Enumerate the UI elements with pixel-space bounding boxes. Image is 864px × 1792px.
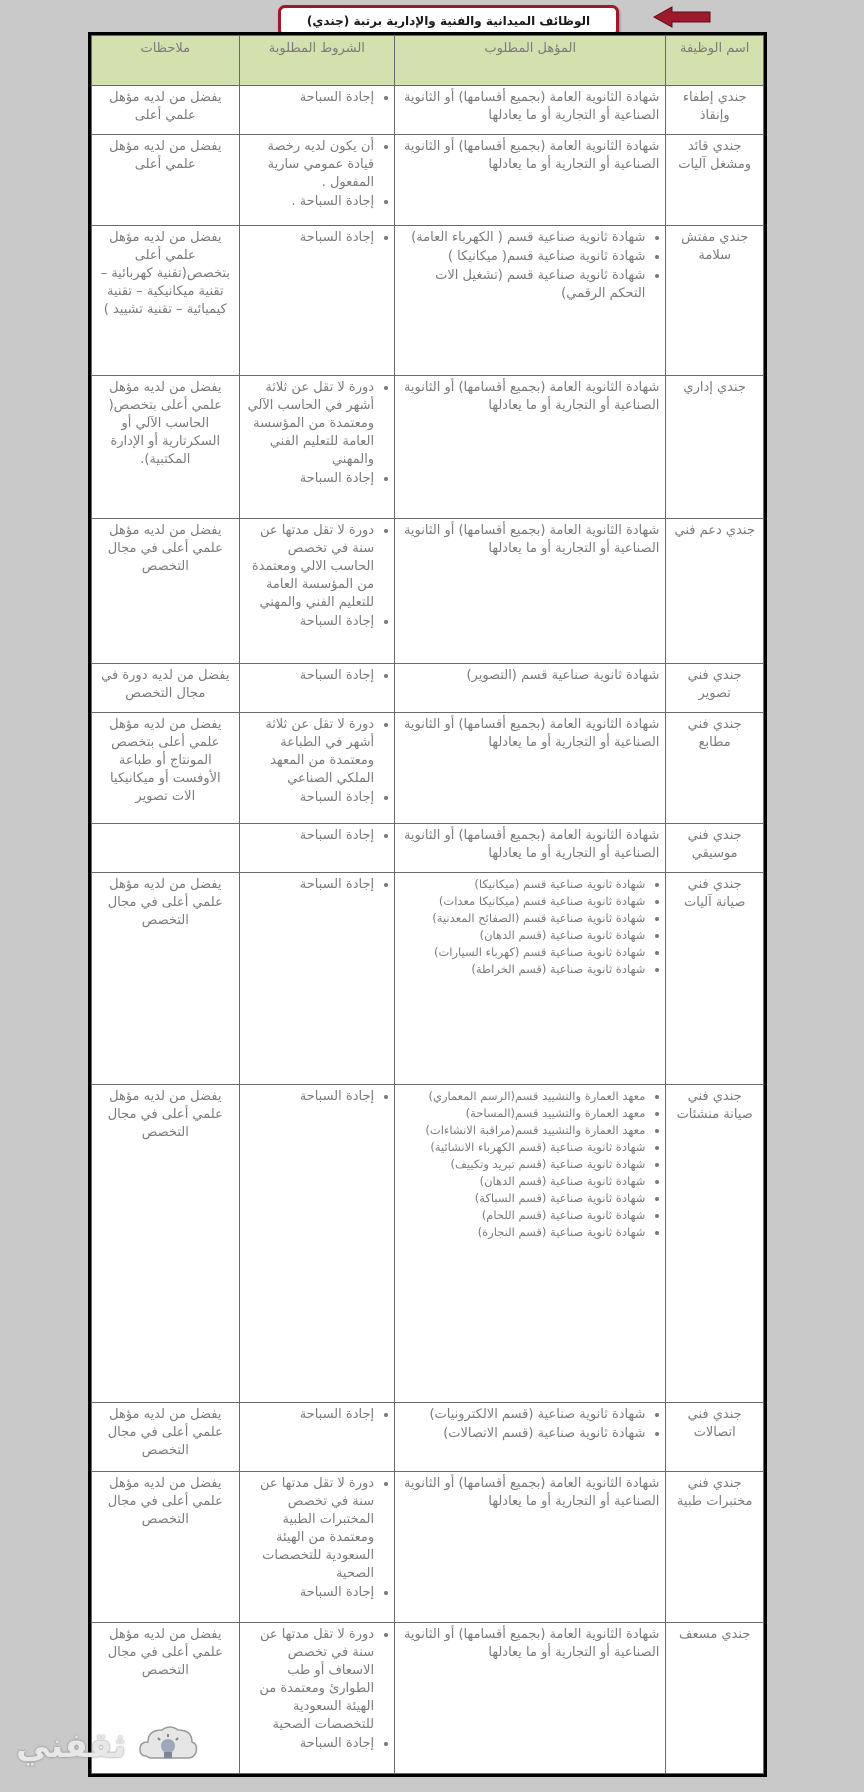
qualification-item: • شهادة ثانوية صناعية قسم (تشغيل الات التحكم الرقمي): [401, 267, 645, 303]
job-name-cell: جندي إداري: [666, 375, 764, 518]
notes-cell: يفضل من لديه دورة في مجال التخصص: [92, 663, 240, 712]
conditions-list: [246, 138, 389, 211]
notes-cell: يفضل من لديه مؤهل علمي أعلى: [92, 86, 240, 135]
condition-item: • إجادة السباحة: [246, 470, 375, 488]
conditions-cell: [239, 713, 395, 824]
notes-cell: يفضل من لديه مؤهل علمي أعلى بتخصص المونتاج أو طباعة الأوفست أو ميكانيكيا الات تصوير: [92, 713, 240, 824]
qualification-item: • معهد العمارة والتشييد قسم(المساحة): [401, 1105, 645, 1121]
notes-cell: يفضل من لديه مؤهل علمي أعلى بتخصص( الحاسب الآلي أو السكرتارية أو الإدارة المكتبية).: [92, 375, 240, 518]
logo-text: ثقفني: [16, 1726, 126, 1766]
notes-cell: يفضل من لديه مؤهل علمي أعلى بتخصص(تقنية كهربائية – تقنية ميكانيكية – تقنية كيميائية – تقنية تشييد ): [92, 225, 240, 375]
qualification-item: • معهد العمارة والتشييد قسم(الرسم المعماري): [401, 1088, 645, 1104]
condition-item: • إجادة السباحة: [246, 229, 375, 247]
job-name-cell: جندي فني تصوير: [666, 663, 764, 712]
conditions-list: [246, 716, 389, 807]
jobs-table: [91, 35, 764, 1774]
qualification-text: شهادة الثانوية العامة (بجميع أقسامها) أو الثانوية الصناعية أو التجارية أو ما يعادلها: [403, 139, 660, 173]
qualification-cell: [395, 375, 666, 518]
conditions-list: [246, 827, 389, 845]
condition-item: • إجادة السباحة: [246, 1584, 375, 1602]
qualification-item: • شهادة ثانوية صناعية (قسم السباكة): [401, 1190, 645, 1206]
table-row: [92, 713, 764, 824]
condition-item: • إجادة السباحة: [246, 789, 375, 807]
qualification-item: • شهادة ثانوية صناعية (قسم الخراطة): [401, 961, 645, 977]
job-name-cell: جندي فني مختبرات طبية: [666, 1472, 764, 1623]
conditions-cell: [239, 823, 395, 872]
qualification-item: • شهادة ثانوية صناعية (قسم الكهرباء الانشائية): [401, 1139, 645, 1155]
notes-cell: يفضل من لديه مؤهل علمي أعلى في مجال التخصص: [92, 1402, 240, 1471]
qualification-cell: [395, 1085, 666, 1402]
table-row: [92, 1402, 764, 1471]
condition-item: • إجادة السباحة: [246, 827, 375, 845]
table-row: [92, 375, 764, 518]
job-name-cell: جندي قائد ومشغل آليات: [666, 135, 764, 226]
condition-item: • دورة لا تقل مدتها عن سنة في تخصص الحاسب الالي ومعتمدة من المؤسسة العامة للتعليم الفني والمهني: [246, 522, 375, 612]
job-name-cell: جندي فني اتصالات: [666, 1402, 764, 1471]
conditions-list: [246, 89, 389, 107]
condition-item: • إجادة السباحة: [246, 1735, 375, 1753]
table-row: [92, 225, 764, 375]
lightbulb-icon: [138, 1722, 198, 1774]
qualification-text: شهادة ثانوية صناعية قسم (التصوير): [466, 667, 660, 683]
conditions-list: [246, 522, 389, 631]
table-body: [92, 86, 764, 1774]
qualification-cell: [395, 663, 666, 712]
qualification-text: شهادة الثانوية العامة (بجميع أقسامها) أو الثانوية الصناعية أو التجارية أو ما يعادلها: [403, 1626, 660, 1660]
notes-cell: يفضل من لديه مؤهل علمي أعلى في مجال التخصص: [92, 1085, 240, 1402]
page-title: الوظائف الميدانية والفنية والإدارية برتبة (جندي): [306, 14, 591, 28]
job-name-cell: جندي فني موسيقي: [666, 823, 764, 872]
table-header-row: [92, 36, 764, 86]
conditions-cell: [239, 1472, 395, 1623]
qualification-text: شهادة الثانوية العامة (بجميع أقسامها) أو الثانوية الصناعية أو التجارية أو ما يعادلها: [403, 90, 660, 123]
table-row: [92, 518, 764, 663]
condition-item: • إجادة السباحة: [246, 1088, 375, 1106]
arrow-left-icon: [652, 6, 712, 28]
table-row: [92, 1472, 764, 1623]
job-name-cell: جندي فني صيانة آليات: [666, 872, 764, 1084]
qualification-cell: [395, 872, 666, 1084]
conditions-cell: [239, 1085, 395, 1402]
jobs-table-frame: [88, 32, 767, 1777]
notes-cell: [92, 823, 240, 872]
conditions-list: [246, 667, 389, 685]
qualification-text: شهادة الثانوية العامة (بجميع أقسامها) أو الثانوية الصناعية أو التجارية أو ما يعادلها: [403, 827, 660, 861]
qualification-cell: [395, 518, 666, 663]
conditions-cell: [239, 225, 395, 375]
conditions-list: [246, 1626, 389, 1753]
conditions-cell: [239, 86, 395, 135]
header-job-name: اسم الوظيفة: [666, 36, 764, 86]
conditions-list: [246, 1475, 389, 1602]
qualification-item: • شهادة ثانوية صناعية (قسم النجارة): [401, 1224, 645, 1240]
qualification-item: • شهادة ثانوية صناعية قسم( ميكانيكا ): [401, 248, 645, 266]
qualification-text: شهادة الثانوية العامة (بجميع أقسامها) أو الثانوية الصناعية أو التجارية أو ما يعادلها: [403, 1476, 660, 1510]
header-notes: ملاحظات: [92, 36, 240, 86]
qualification-cell: [395, 86, 666, 135]
notes-cell: يفضل من لديه مؤهل علمي أعلى في مجال التخصص: [92, 1622, 240, 1773]
qualification-item: • شهادة ثانوية صناعية (قسم الالكترونيات): [401, 1406, 645, 1424]
notes-cell: يفضل من لديه مؤهل علمي أعلى: [92, 135, 240, 226]
qualification-item: • شهادة ثانوية صناعية (قسم تبريد وتكييف): [401, 1156, 645, 1172]
condition-item: • أن يكون لديه رخصة قيادة عمومي سارية المفعول .: [246, 138, 375, 192]
qualification-text: شهادة الثانوية العامة (بجميع أقسامها) أو الثانوية الصناعية أو التجارية أو ما يعادلها: [403, 379, 660, 413]
condition-item: • إجادة السباحة: [246, 1406, 375, 1424]
qualification-item: • شهادة ثانوية صناعية (قسم الاتصالات): [401, 1425, 645, 1443]
qualification-cell: [395, 823, 666, 872]
condition-item: • إجادة السباحة .: [246, 193, 375, 211]
conditions-cell: [239, 375, 395, 518]
condition-item: • دورة لا تقل عن ثلاثة أشهر في الحاسب الآلي ومعتمدة من المؤسسة العامة للتعليم الفني والمهني: [246, 379, 375, 469]
table-row: [92, 135, 764, 226]
qualification-text: شهادة الثانوية العامة (بجميع أقسامها) أو الثانوية الصناعية أو التجارية أو ما يعادلها: [403, 522, 660, 556]
qualification-list: [401, 229, 659, 303]
job-name-cell: جندي فني مطابع: [666, 713, 764, 824]
qualification-list: [401, 1406, 659, 1443]
notes-cell: يفضل من لديه مؤهل علمي أعلى في مجال التخصص: [92, 1472, 240, 1623]
qualification-item: • شهادة ثانوية صناعية (قسم الدهان): [401, 1173, 645, 1189]
table-row: [92, 1085, 764, 1402]
condition-item: • دورة لا تقل مدتها عن سنة في تخصص المختبرات الطبية ومعتمدة من الهيئة السعودية للتخصصات الصحية: [246, 1475, 375, 1583]
conditions-cell: [239, 1402, 395, 1471]
qualification-item: • شهادة ثانوية صناعية (قسم الدهان): [401, 927, 645, 943]
conditions-list: [246, 379, 389, 488]
table-row: [92, 823, 764, 872]
qualification-item: • شهادة ثانوية صناعية قسم (ميكانيكا معدات): [401, 893, 645, 909]
conditions-cell: [239, 1622, 395, 1773]
job-name-cell: جندي مفتش سلامة: [666, 225, 764, 375]
qualification-cell: [395, 135, 666, 226]
condition-item: • إجادة السباحة: [246, 89, 375, 107]
qualification-cell: [395, 1402, 666, 1471]
qualification-cell: [395, 1622, 666, 1773]
qualification-list: [401, 876, 659, 977]
condition-item: • إجادة السباحة: [246, 667, 375, 685]
job-name-cell: جندي مسعف: [666, 1622, 764, 1773]
qualification-item: • شهادة ثانوية صناعية قسم (كهرباء السيارات): [401, 944, 645, 960]
notes-cell: يفضل من لديه مؤهل علمي أعلى في مجال التخصص: [92, 518, 240, 663]
job-name-cell: جندي إطفاء وإنقاذ: [666, 86, 764, 135]
conditions-cell: [239, 872, 395, 1084]
qualification-list: [401, 1088, 659, 1240]
qualification-cell: [395, 1472, 666, 1623]
site-logo: [16, 1718, 206, 1778]
job-name-cell: جندي فني صيانة منشئات: [666, 1085, 764, 1402]
header-conditions: الشروط المطلوبة: [239, 36, 395, 86]
qualification-item: • شهادة ثانوية صناعية قسم (الصفائح المعدنية): [401, 910, 645, 926]
conditions-list: [246, 1088, 389, 1106]
conditions-cell: [239, 518, 395, 663]
qualification-cell: [395, 225, 666, 375]
header-qualification: المؤهل المطلوب: [395, 36, 666, 86]
condition-item: • إجادة السباحة: [246, 613, 375, 631]
qualification-item: • معهد العمارة والتشييد قسم(مراقبة الانشاءات): [401, 1122, 645, 1138]
table-row: [92, 86, 764, 135]
condition-item: • دورة لا تقل مدتها عن سنة في تخصص الاسعاف أو طب الطوارئ ومعتمدة من الهيئة السعودية للتخصصات الصحية: [246, 1626, 375, 1734]
qualification-item: • شهادة ثانوية صناعية قسم (ميكانيكا): [401, 876, 645, 892]
qualification-cell: [395, 713, 666, 824]
conditions-list: [246, 1406, 389, 1424]
qualification-item: • شهادة ثانوية صناعية قسم ( الكهرباء العامة): [401, 229, 645, 247]
job-name-cell: جندي دعم فني: [666, 518, 764, 663]
conditions-cell: [239, 135, 395, 226]
notes-cell: يفضل من لديه مؤهل علمي أعلى في مجال التخصص: [92, 872, 240, 1084]
condition-item: • إجادة السباحة: [246, 876, 375, 894]
conditions-list: [246, 229, 389, 247]
conditions-list: [246, 876, 389, 894]
table-row: [92, 872, 764, 1084]
table-row: [92, 663, 764, 712]
condition-item: • دورة لا تقل عن ثلاثة أشهر في الطباعة ومعتمدة من المعهد الملكي الصناعي: [246, 716, 375, 788]
qualification-text: شهادة الثانوية العامة (بجميع أقسامها) أو الثانوية الصناعية أو التجارية أو ما يعادلها: [403, 717, 660, 751]
qualification-item: • شهادة ثانوية صناعية (قسم اللحام): [401, 1207, 645, 1223]
conditions-cell: [239, 663, 395, 712]
